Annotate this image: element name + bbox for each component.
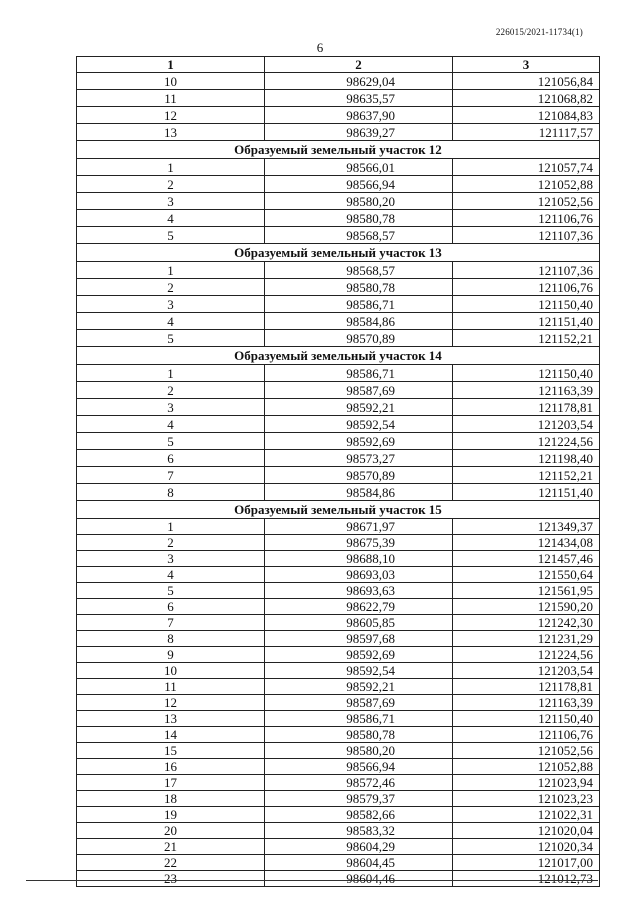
point-number-cell: 1 [77,365,265,382]
table-row [77,711,600,727]
y-coordinate-cell: 121020,04 [453,823,600,839]
y-coordinate-cell: 121023,23 [453,791,600,807]
section-header-row [77,244,600,262]
x-coordinate-cell: 98566,94 [265,759,453,775]
y-coordinate-cell: 121107,36 [453,227,600,244]
y-coordinate-cell: 121178,81 [453,399,600,416]
table-row [77,519,600,535]
y-coordinate-cell: 121020,34 [453,839,600,855]
table-row [77,695,600,711]
y-coordinate-cell: 121150,40 [453,365,600,382]
point-number-cell: 9 [77,647,265,663]
table-row [77,90,600,107]
point-number-cell: 8 [77,484,265,501]
y-coordinate-cell: 121178,81 [453,679,600,695]
x-coordinate-cell: 98582,66 [265,807,453,823]
x-coordinate-cell: 98604,46 [265,871,453,887]
y-coordinate-cell: 121152,21 [453,467,600,484]
y-coordinate-cell: 121052,88 [453,176,600,193]
y-coordinate-cell: 121349,37 [453,519,600,535]
table-row [77,296,600,313]
point-number-cell: 5 [77,433,265,450]
y-coordinate-cell: 121203,54 [453,416,600,433]
x-coordinate-cell: 98586,71 [265,711,453,727]
table-row [77,759,600,775]
x-coordinate-cell: 98568,57 [265,227,453,244]
point-number-cell: 12 [77,107,265,124]
x-coordinate-cell: 98586,71 [265,296,453,313]
x-coordinate-cell: 98584,86 [265,313,453,330]
page-bottom-rule [26,880,598,881]
x-coordinate-cell: 98592,21 [265,399,453,416]
x-coordinate-cell: 98592,54 [265,416,453,433]
point-number-cell: 2 [77,176,265,193]
section-header-row [77,501,600,519]
table-row [77,823,600,839]
x-coordinate-cell: 98604,45 [265,855,453,871]
y-coordinate-cell: 121106,76 [453,279,600,296]
y-coordinate-cell: 121203,54 [453,663,600,679]
table-row [77,193,600,210]
table-row [77,159,600,176]
x-coordinate-cell: 98592,21 [265,679,453,695]
point-number-cell: 20 [77,823,265,839]
table-row [77,871,600,887]
table-row [77,551,600,567]
point-number-cell: 16 [77,759,265,775]
y-coordinate-cell: 121151,40 [453,313,600,330]
point-number-cell: 2 [77,279,265,296]
point-number-cell: 4 [77,313,265,330]
y-coordinate-cell: 121023,94 [453,775,600,791]
table-row [77,227,600,244]
section-header-row [77,141,600,159]
table-header-row [77,57,600,73]
x-coordinate-cell: 98604,29 [265,839,453,855]
y-coordinate-cell: 121022,31 [453,807,600,823]
y-coordinate-cell: 121590,20 [453,599,600,615]
section-title: Образуемый земельный участок 13 [77,244,600,262]
point-number-cell: 12 [77,695,265,711]
x-coordinate-cell: 98584,86 [265,484,453,501]
y-coordinate-cell: 121150,40 [453,711,600,727]
y-coordinate-cell: 121068,82 [453,90,600,107]
x-coordinate-cell: 98671,97 [265,519,453,535]
y-coordinate-cell: 121163,39 [453,695,600,711]
table-row [77,535,600,551]
x-coordinate-cell: 98639,27 [265,124,453,141]
table-body [77,73,600,887]
point-number-cell: 10 [77,73,265,90]
table-row [77,743,600,759]
x-coordinate-cell: 98622,79 [265,599,453,615]
table-row [77,615,600,631]
table-row [77,839,600,855]
x-coordinate-cell: 98580,78 [265,210,453,227]
point-number-cell: 3 [77,551,265,567]
y-coordinate-cell: 121056,84 [453,73,600,90]
y-coordinate-cell: 121012,73 [453,871,600,887]
table-row [77,313,600,330]
point-number-cell: 1 [77,519,265,535]
point-number-cell: 2 [77,382,265,399]
table-row [77,727,600,743]
y-coordinate-cell: 121052,56 [453,743,600,759]
x-coordinate-cell: 98592,54 [265,663,453,679]
y-coordinate-cell: 121231,29 [453,631,600,647]
x-coordinate-cell: 98635,57 [265,90,453,107]
table-row [77,679,600,695]
point-number-cell: 1 [77,159,265,176]
y-coordinate-cell: 121550,64 [453,567,600,583]
y-coordinate-cell: 121017,00 [453,855,600,871]
table-row [77,567,600,583]
point-number-cell: 19 [77,807,265,823]
y-coordinate-cell: 121107,36 [453,262,600,279]
y-coordinate-cell: 121150,40 [453,296,600,313]
point-number-cell: 21 [77,839,265,855]
point-number-cell: 5 [77,330,265,347]
point-number-cell: 5 [77,227,265,244]
point-number-cell: 3 [77,399,265,416]
point-number-cell: 11 [77,90,265,107]
table-row [77,330,600,347]
x-coordinate-cell: 98605,85 [265,615,453,631]
y-coordinate-cell: 121242,30 [453,615,600,631]
table-row [77,484,600,501]
x-coordinate-cell: 98587,69 [265,695,453,711]
table-row [77,647,600,663]
point-number-cell: 7 [77,615,265,631]
x-coordinate-cell: 98573,27 [265,450,453,467]
table-row [77,631,600,647]
y-coordinate-cell: 121198,40 [453,450,600,467]
y-coordinate-cell: 121106,76 [453,210,600,227]
table-row [77,791,600,807]
table-row [77,663,600,679]
table-row [77,73,600,90]
x-coordinate-cell: 98566,01 [265,159,453,176]
x-coordinate-cell: 98592,69 [265,433,453,450]
x-coordinate-cell: 98637,90 [265,107,453,124]
page-number: 6 [316,40,324,55]
table-row [77,176,600,193]
coordinates-table [76,56,600,887]
table-row [77,807,600,823]
column-header-y: 3 [453,57,600,73]
x-coordinate-cell: 98566,94 [265,176,453,193]
x-coordinate-cell: 98579,37 [265,791,453,807]
table-row [77,107,600,124]
x-coordinate-cell: 98693,63 [265,583,453,599]
y-coordinate-cell: 121434,08 [453,535,600,551]
point-number-cell: 13 [77,711,265,727]
point-number-cell: 4 [77,416,265,433]
y-coordinate-cell: 121057,74 [453,159,600,176]
y-coordinate-cell: 121152,21 [453,330,600,347]
x-coordinate-cell: 98592,69 [265,647,453,663]
x-coordinate-cell: 98580,78 [265,727,453,743]
point-number-cell: 13 [77,124,265,141]
point-number-cell: 3 [77,296,265,313]
x-coordinate-cell: 98580,78 [265,279,453,296]
table-row [77,382,600,399]
point-number-cell: 4 [77,210,265,227]
section-title: Образуемый земельный участок 14 [77,347,600,365]
point-number-cell: 2 [77,535,265,551]
column-header-x: 2 [265,57,453,73]
section-title: Образуемый земельный участок 15 [77,501,600,519]
y-coordinate-cell: 121163,39 [453,382,600,399]
x-coordinate-cell: 98688,10 [265,551,453,567]
x-coordinate-cell: 98580,20 [265,743,453,759]
y-coordinate-cell: 121052,88 [453,759,600,775]
x-coordinate-cell: 98693,03 [265,567,453,583]
point-number-cell: 17 [77,775,265,791]
y-coordinate-cell: 121052,56 [453,193,600,210]
point-number-cell: 22 [77,855,265,871]
table-row [77,467,600,484]
table-row [77,262,600,279]
x-coordinate-cell: 98597,68 [265,631,453,647]
x-coordinate-cell: 98572,46 [265,775,453,791]
table-row [77,279,600,296]
y-coordinate-cell: 121457,46 [453,551,600,567]
point-number-cell: 4 [77,567,265,583]
x-coordinate-cell: 98675,39 [265,535,453,551]
x-coordinate-cell: 98568,57 [265,262,453,279]
section-header-row [77,347,600,365]
point-number-cell: 18 [77,791,265,807]
x-coordinate-cell: 98629,04 [265,73,453,90]
x-coordinate-cell: 98587,69 [265,382,453,399]
section-title: Образуемый земельный участок 12 [77,141,600,159]
table-row [77,399,600,416]
point-number-cell: 8 [77,631,265,647]
point-number-cell: 3 [77,193,265,210]
point-number-cell: 23 [77,871,265,887]
y-coordinate-cell: 121106,76 [453,727,600,743]
point-number-cell: 15 [77,743,265,759]
document-number: 226015/2021-11734(1) [495,27,583,37]
point-number-cell: 6 [77,450,265,467]
column-header-point: 1 [77,57,265,73]
y-coordinate-cell: 121224,56 [453,433,600,450]
x-coordinate-cell: 98580,20 [265,193,453,210]
y-coordinate-cell: 121084,83 [453,107,600,124]
y-coordinate-cell: 121117,57 [453,124,600,141]
point-number-cell: 6 [77,599,265,615]
table-row [77,450,600,467]
table-row [77,583,600,599]
x-coordinate-cell: 98570,89 [265,330,453,347]
x-coordinate-cell: 98586,71 [265,365,453,382]
table-row [77,599,600,615]
point-number-cell: 5 [77,583,265,599]
y-coordinate-cell: 121151,40 [453,484,600,501]
x-coordinate-cell: 98583,32 [265,823,453,839]
x-coordinate-cell: 98570,89 [265,467,453,484]
table-row [77,124,600,141]
point-number-cell: 1 [77,262,265,279]
point-number-cell: 11 [77,679,265,695]
y-coordinate-cell: 121224,56 [453,647,600,663]
table-row [77,365,600,382]
table-row [77,855,600,871]
table-row [77,416,600,433]
point-number-cell: 14 [77,727,265,743]
point-number-cell: 7 [77,467,265,484]
table-row [77,210,600,227]
y-coordinate-cell: 121561,95 [453,583,600,599]
table-row [77,775,600,791]
table-row [77,433,600,450]
point-number-cell: 10 [77,663,265,679]
